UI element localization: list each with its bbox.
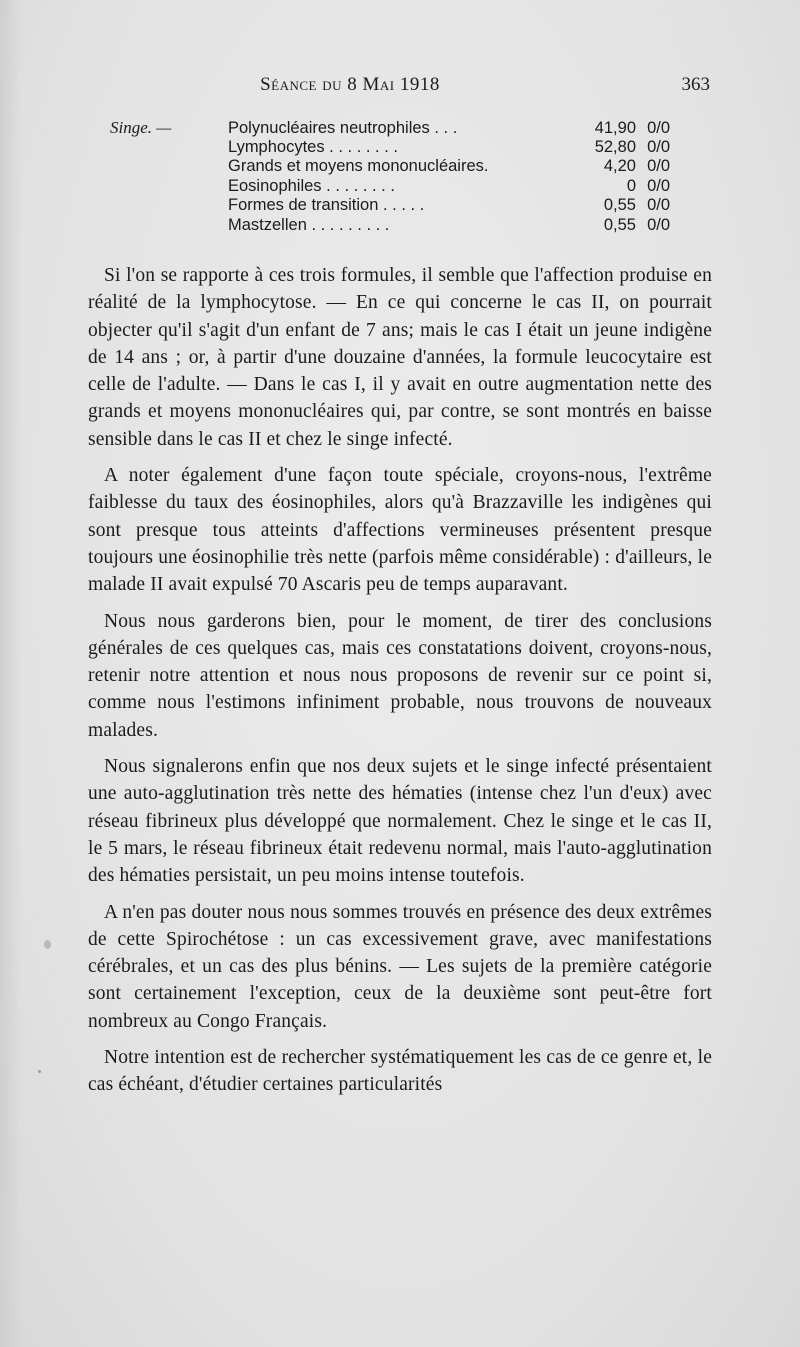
- formula-value: 0,55: [603, 215, 636, 234]
- paragraph: Si l'on se rapporte à ces trois formules, il semble que l'affection produise en réalité de la lymphocytose. — En ce qui concerne le cas II, on pourrait objecter qu'il s'agit d'un enfant de 7 ans; mais le cas I était un jeune indigène de 14 ans ; or, à partir d'une douzaine d'années, la formule leucocytaire est celle de l'adulte. — Dans le cas I, il y avait en outre augmentation nette des grands et moyens mononucléaires qui, par contre, se sont montrés en baisse sensible dans le cas II et chez le singe infecté.: [88, 265, 712, 450]
- formula-row: [110, 157, 670, 177]
- paragraph: A noter également d'une façon toute spéciale, croyons-nous, l'extrême faiblesse du taux des éosinophiles, alors qu'à Brazzaville les indigènes qui sont presque tous atteints d'affections vermineuses présentent presque toujours une éosinophilie très nette (parfois même considérable) : d'ailleurs, le malade II avait expulsé 70 Ascaris peu de temps auparavant.: [88, 465, 712, 596]
- formula-unit: 0/0: [647, 137, 670, 156]
- formula-value: 4,20: [603, 157, 636, 175]
- page-edge-shadow: [0, 0, 22, 1347]
- formula-unit: 0/0: [647, 157, 670, 175]
- page-header: [60, 74, 710, 104]
- paragraph: Nous signalerons enfin que nos deux sujets et le singe infecté présentaient une auto-agglutination très nette des hématies (intense chez l'un d'eux) avec réseau fibrineux plus développé que normalement. Chez le singe et le cas II, le 5 mars, le réseau fibrineux était redevenu normal, mais l'auto-agglutination des hématies persistait, un peu moins intense toutefois.: [88, 756, 712, 887]
- formula-unit: 0/0: [647, 196, 670, 214]
- formula-label: Grands et moyens mononucléaires.: [228, 157, 489, 175]
- margin-blemish: [44, 940, 51, 949]
- formula-value: 52,80: [594, 137, 636, 156]
- formula-unit: 0/0: [647, 176, 670, 195]
- margin-speck: [38, 1070, 41, 1073]
- formula-unit: 0/0: [647, 215, 670, 234]
- formula-value: 0,55: [603, 196, 636, 214]
- body-text: [88, 262, 712, 1108]
- formula-unit: 0/0: [647, 119, 670, 137]
- formula-label: Eosinophiles . . . . . . . .: [228, 176, 395, 195]
- paragraph: Nous nous garderons bien, pour le moment, de tirer des conclusions générales de ces quelques cas, mais ces constatations doivent, croyons-nous, retenir notre attention et nous nous proposons de revenir sur ce point si, comme nous l'estimons infiniment probable, nous trouvons de nouveaux malades.: [88, 610, 712, 741]
- formula-label: Polynucléaires neutrophiles . . .: [228, 119, 458, 137]
- formula-subject: Singe. —: [110, 118, 172, 137]
- running-title: Séance du 8 Mai 1918: [260, 74, 440, 95]
- formula-label: Mastzellen . . . . . . . . .: [228, 215, 390, 234]
- formula-label: Lymphocytes . . . . . . . .: [228, 137, 398, 156]
- formula-row: [110, 177, 670, 197]
- formula-value: 0: [626, 176, 636, 195]
- paragraph: Notre intention est de rechercher systématiquement les cas de ce genre et, le cas échéant, d'étudier certaines particularités: [88, 1047, 712, 1096]
- formula-row: [110, 216, 670, 236]
- formula-row: [110, 196, 670, 216]
- formula-value: 41,90: [594, 119, 636, 137]
- page-number: 363: [681, 74, 710, 95]
- formula-row: [110, 138, 670, 158]
- formula-label: Formes de transition . . . . .: [228, 196, 425, 214]
- paragraph: A n'en pas douter nous nous sommes trouvés en présence des deux extrêmes de cette Spirochétose : un cas excessivement grave, avec manifestations cérébrales, et un cas des plus bénins. — Les sujets de la première catégorie sont certainement l'exception, ceux de la deuxième sont peut-être fort nombreux au Congo Français.: [88, 901, 712, 1032]
- formula-row: [110, 118, 670, 138]
- leukocyte-formula-table: [110, 118, 670, 235]
